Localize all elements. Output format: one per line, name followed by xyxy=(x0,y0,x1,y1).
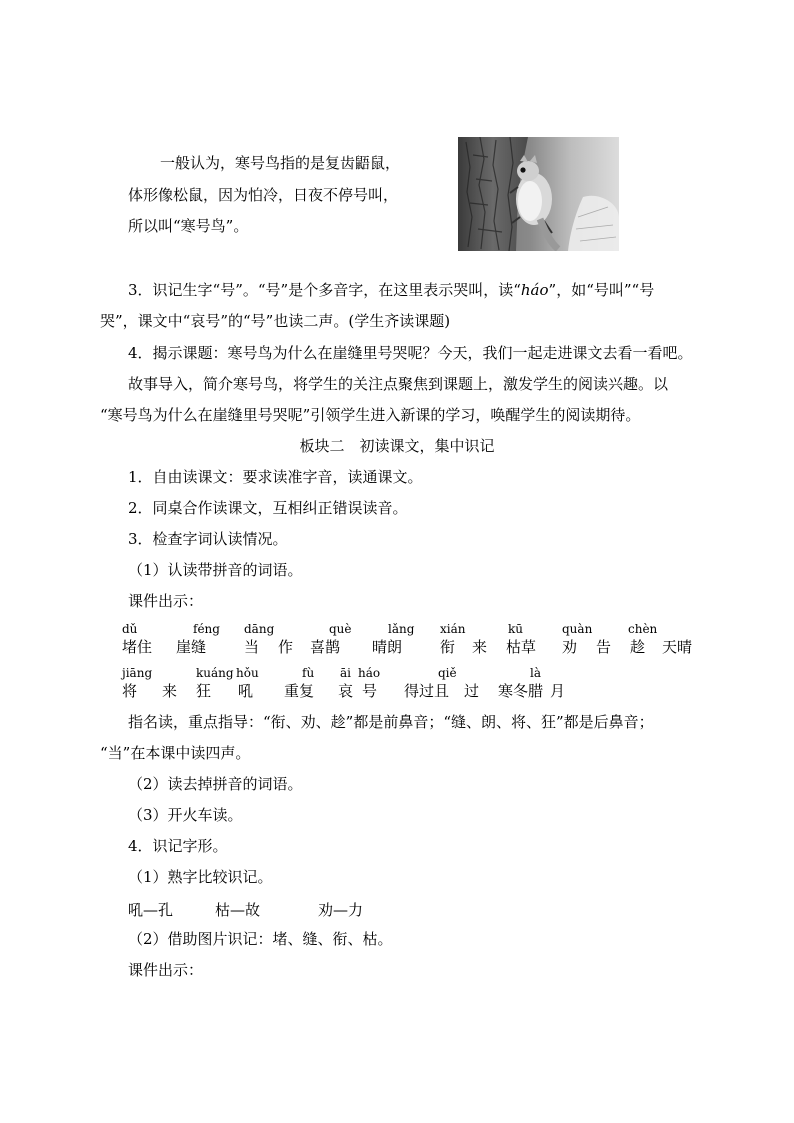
pinyin-ai: āi xyxy=(340,666,351,680)
pinyin-xian: xián xyxy=(440,622,466,636)
word-xian: 衔 xyxy=(440,638,456,656)
word-guo: 过 xyxy=(464,682,480,700)
word-kucao: 枯草 xyxy=(506,638,537,656)
word-kuang: 狂 xyxy=(196,682,212,700)
step-4-2: （2）借助图片识记：堵、缝、衔、枯。 xyxy=(128,930,393,948)
pinyin-chen: chèn xyxy=(628,622,658,636)
para5-line-2: “寒号鸟为什么在崖缝里号哭呢”引领学生进入新课的学习，唤醒学生的阅读期待。 xyxy=(100,406,641,424)
compare-pair-1: 吼—孔 xyxy=(128,901,174,919)
compare-pair-2: 枯—故 xyxy=(215,901,261,919)
step-2: 2．同桌合作读课文，互相纠正错误读音。 xyxy=(128,499,408,517)
intro-line-1: 一般认为，寒号鸟指的是复齿鼯鼠， xyxy=(160,154,401,172)
intro-line-3: 所以叫“寒号鸟”。 xyxy=(128,217,249,235)
pinyin-qie: qiě xyxy=(438,666,457,680)
word-handongla: 寒冬腊 xyxy=(498,682,544,700)
pinyin-hou: hǒu xyxy=(236,666,259,680)
word-hao: 号 xyxy=(362,682,378,700)
word-duzhu: 堵住 xyxy=(122,638,153,656)
step-4-1: （1）熟字比较识记。 xyxy=(128,868,273,886)
pinyin-kuang: kuáng xyxy=(196,666,234,680)
word-deguoqie: 得过且 xyxy=(404,682,450,700)
guide-line-2: “当”在本课中读四声。 xyxy=(100,744,251,762)
word-hou: 吼 xyxy=(238,682,254,700)
pinyin-lang: lǎng xyxy=(388,622,415,636)
word-dang: 当 xyxy=(244,638,260,656)
word-qinglang: 晴朗 xyxy=(372,638,403,656)
compare-pair-3: 劝—力 xyxy=(318,901,364,919)
pinyin-ku: kū xyxy=(508,622,523,636)
word-lai-2: 来 xyxy=(162,682,178,700)
word-yue: 月 xyxy=(550,682,566,700)
word-chen: 趁 xyxy=(630,638,646,656)
pinyin-fu: fù xyxy=(302,666,315,680)
word-tianqing: 天晴 xyxy=(662,638,693,656)
step-1: 1．自由读课文：要求读准字音，读通课文。 xyxy=(128,468,423,486)
word-xique: 喜鹊 xyxy=(310,638,341,656)
para3-line-1 xyxy=(128,275,748,306)
guide-line-1: 指名读，重点指导：“衔、劝、趁”都是前鼻音；“缝、朗、将、狂”都是后鼻音； xyxy=(128,713,654,731)
step-3-1: （1）认读带拼音的词语。 xyxy=(128,561,303,579)
pinyin-dang: dāng xyxy=(244,622,275,636)
pinyin-feng: féng xyxy=(193,622,220,636)
para4-line: 4．揭示课题：寒号鸟为什么在崖缝里号哭呢？今天，我们一起走进课文去看一看吧。 xyxy=(128,344,693,362)
pinyin-que: què xyxy=(329,622,352,636)
step-3-2: （2）读去掉拼音的词语。 xyxy=(128,775,303,793)
step-3: 3．检查字词认读情况。 xyxy=(128,530,288,548)
step-3-3: （3）开火车读。 xyxy=(128,806,243,824)
para3-line-2: 哭”，课文中“哀号”的“号”也读二声。(学生齐读课题) xyxy=(100,312,451,330)
section-title: 板块二 初读课文，集中识记 xyxy=(299,437,495,455)
pinyin-quan: quàn xyxy=(562,622,593,636)
word-yafeng: 崖缝 xyxy=(176,638,207,656)
pinyin-la: là xyxy=(530,666,541,680)
word-jiang: 将 xyxy=(122,682,138,700)
para3-text-a: 3．识记生字“号”。“号”是个多音字，在这里表示哭叫，读“ xyxy=(128,281,521,299)
word-chongfu: 重复 xyxy=(284,682,315,700)
intro-line-2: 体形像松鼠，因为怕冷，日夜不停号叫， xyxy=(128,186,399,204)
para3-text-b: ”，如“号叫”“号 xyxy=(548,281,655,299)
courseware-label-2: 课件出示： xyxy=(128,961,204,979)
pinyin-hao: háo xyxy=(358,666,381,680)
pinyin-jiang: jiāng xyxy=(122,666,153,680)
para5-line-1: 故事导入，简介寒号鸟，将学生的关注点聚焦到课题上，激发学生的阅读兴趣。以 xyxy=(128,375,669,393)
courseware-label-1: 课件出示： xyxy=(128,592,204,610)
word-ai: 哀 xyxy=(338,682,354,700)
flying-squirrel-photo xyxy=(458,137,619,251)
para3-pinyin: háo xyxy=(520,281,549,299)
word-lai: 来 xyxy=(472,638,488,656)
pinyin-du: dǔ xyxy=(122,622,138,636)
word-quan: 劝 xyxy=(562,638,578,656)
step-4: 4．识记字形。 xyxy=(128,837,228,855)
word-gao: 告 xyxy=(596,638,612,656)
word-zuo: 作 xyxy=(278,638,294,656)
